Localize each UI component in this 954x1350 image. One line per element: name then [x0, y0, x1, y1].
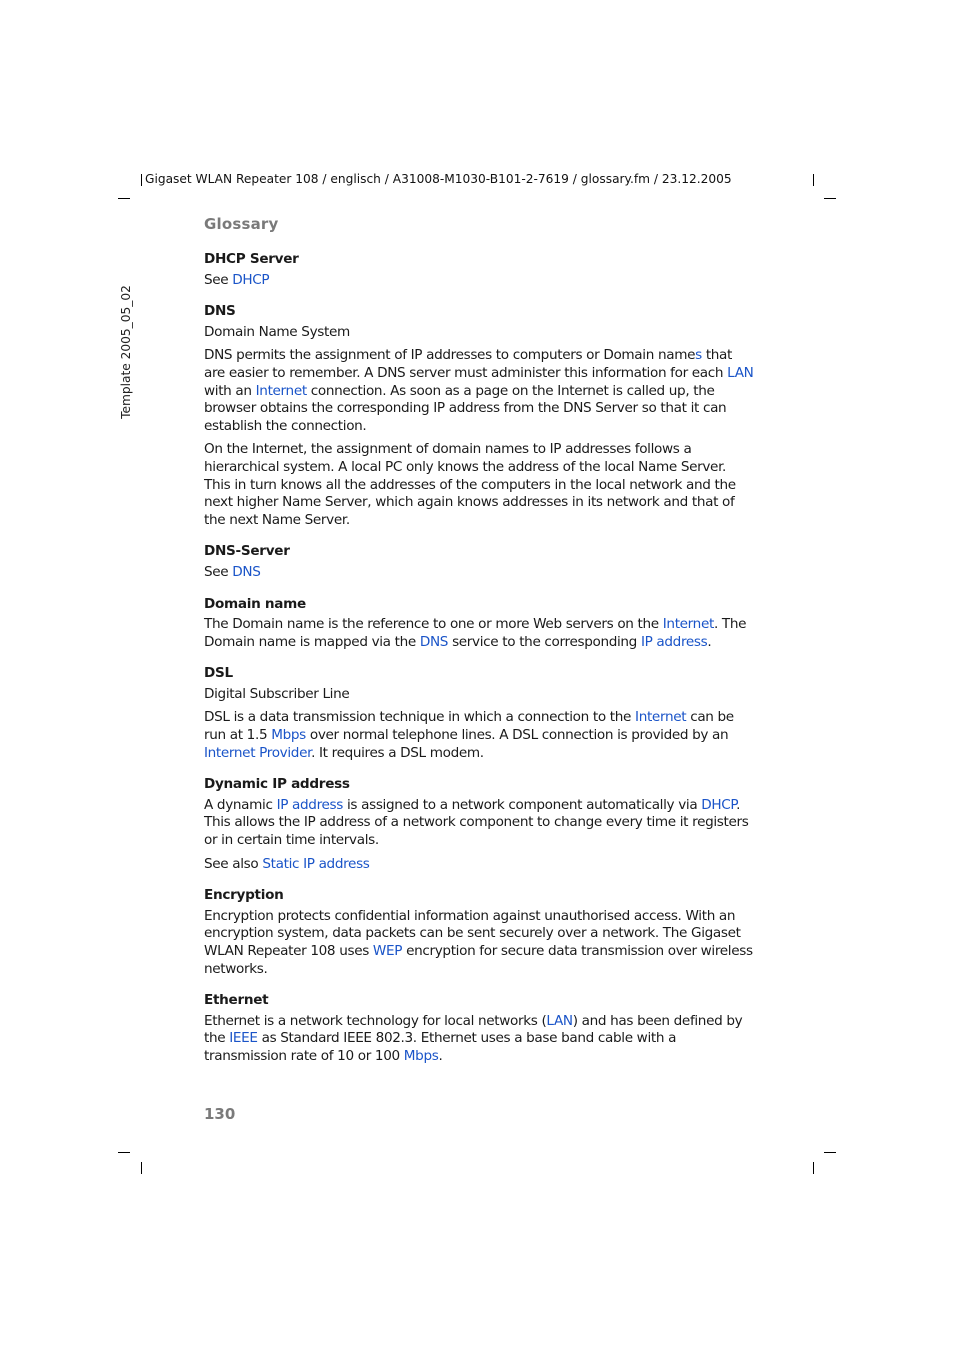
section-title: Glossary: [204, 215, 279, 233]
glossary-definition: [204, 856, 754, 874]
glossary-entry: [204, 665, 754, 762]
crop-mark: [824, 1152, 836, 1153]
cross-reference-link[interactable]: s: [695, 347, 702, 364]
definition-text: that are easier to remember. A DNS server must administer this information for each: [204, 347, 733, 381]
definition-text: service to the corresponding: [448, 633, 641, 650]
definition-text: .: [707, 633, 712, 650]
definition-text: Encryption protects confidential information against unauthorised access. With an encryption system, data packets can be sent securely over a network. The Gigaset WLAN Repeater 108 uses: [204, 907, 741, 959]
glossary-entry: [204, 596, 754, 652]
glossary-term: DNS: [204, 303, 236, 320]
definition-text: ) and has been defined by the: [204, 1012, 743, 1047]
cross-reference-link[interactable]: Internet Provider: [204, 744, 312, 761]
glossary-definition: [204, 797, 754, 850]
definition-text: connection. As soon as a page on the Internet is called up, the browser obtains the corresponding IP address from the DNS Server so that it can establish the connection.: [204, 382, 727, 434]
definition-text: See: [204, 271, 233, 288]
crop-mark: [118, 198, 130, 199]
cross-reference-link[interactable]: Internet: [255, 382, 307, 399]
definition-text: On the Internet, the assignment of domain names to IP addresses follows a hierarchical system. A local PC only knows the address of the local Name Server. This in turn knows all the addresses of the computers in the local network and the next higher Name Server, which again knows addresses in its network and that of the next Name Server.: [204, 441, 736, 528]
glossary-term: DSL: [204, 665, 233, 682]
definition-text: is assigned to a network component automatically via: [343, 796, 702, 813]
definition-text: See also: [204, 855, 263, 872]
definition-text: . The Domain name is mapped via the: [204, 616, 747, 650]
glossary-content: [204, 251, 754, 1080]
glossary-term: Domain name: [204, 595, 306, 612]
definition-text: can be run at 1.5: [204, 709, 734, 744]
cross-reference-link[interactable]: Mbps: [403, 1047, 439, 1064]
definition-text: as Standard IEEE 802.3. Ethernet uses a base band cable with a transmission rate of 10 or 100: [204, 1030, 677, 1064]
definition-text: over normal telephone lines. A DSL connection is provided by an: [305, 727, 729, 744]
glossary-definition: [204, 616, 754, 651]
glossary-term: Dynamic IP address: [204, 776, 350, 793]
definition-text: DSL is a data transmission technique in which a connection to the: [204, 709, 636, 726]
cross-reference-link[interactable]: WEP: [372, 943, 403, 959]
glossary-definition: [204, 347, 754, 435]
crop-mark: [824, 198, 836, 199]
definition-text: The Domain name is the reference to one or more Web servers on the: [204, 616, 663, 633]
definition-text: DNS permits the assignment of IP addresses to computers or Domain name: [204, 347, 696, 364]
glossary-entry: [204, 303, 754, 529]
glossary-entry: [204, 776, 754, 873]
glossary-definition: [204, 709, 754, 762]
crop-mark: [141, 174, 142, 186]
glossary-entry: [204, 543, 754, 581]
glossary-term: DNS-Server: [204, 543, 290, 560]
cross-reference-link[interactable]: Internet: [635, 709, 687, 726]
definition-text: A dynamic: [204, 796, 277, 813]
definition-text: with an: [204, 382, 256, 399]
cross-reference-link[interactable]: DHCP: [701, 796, 737, 813]
glossary-definition: [204, 908, 754, 978]
definition-text: See: [204, 563, 233, 580]
cross-reference-link[interactable]: DHCP: [232, 271, 270, 288]
glossary-entry: [204, 992, 754, 1065]
glossary-term: Encryption: [204, 887, 284, 904]
glossary-definition: [204, 1013, 754, 1066]
definition-text: . This allows the IP address of a network component to change every time it registers or in certain time intervals.: [204, 796, 749, 849]
crop-mark: [141, 1162, 142, 1174]
glossary-definition: [204, 441, 754, 529]
template-label-text: Template 2005_05_02: [119, 285, 133, 419]
cross-reference-link[interactable]: IP address: [640, 633, 708, 650]
cross-reference-link[interactable]: LAN: [546, 1012, 573, 1029]
cross-reference-link[interactable]: Internet: [662, 616, 714, 633]
cross-reference-link[interactable]: IP address: [276, 796, 343, 813]
running-header: Gigaset WLAN Repeater 108 / englisch / A31008-M1030-B101-2-7619 / glossary.fm / 23.12.2005: [145, 172, 732, 186]
glossary-definition: [204, 272, 754, 290]
crop-mark: [813, 1162, 814, 1174]
definition-text: Ethernet is a network technology for local networks (: [204, 1012, 547, 1029]
glossary-definition: [204, 686, 754, 704]
cross-reference-link[interactable]: Mbps: [271, 727, 306, 744]
definition-text: .: [438, 1047, 443, 1064]
cross-reference-link[interactable]: LAN: [727, 364, 754, 381]
definition-text: encryption for secure data transmission over wireless networks.: [204, 943, 753, 977]
glossary-term: DHCP Server: [204, 251, 299, 267]
cross-reference-link[interactable]: IEEE: [229, 1030, 258, 1047]
glossary-term: Ethernet: [204, 992, 269, 1009]
definition-text: Digital Subscriber Line: [204, 685, 350, 702]
cross-reference-link[interactable]: DNS: [419, 633, 449, 650]
cross-reference-link[interactable]: DNS: [232, 563, 261, 580]
glossary-definition: [204, 324, 754, 342]
glossary-entry: [204, 251, 754, 289]
glossary-entry: [204, 887, 754, 978]
definition-text: . It requires a DSL modem.: [311, 744, 484, 761]
definition-text: Domain Name System: [204, 323, 350, 340]
cross-reference-link[interactable]: Static IP address: [262, 855, 370, 872]
page-number: 130: [204, 1105, 236, 1123]
glossary-definition: [204, 564, 754, 582]
crop-mark: [118, 1152, 130, 1153]
